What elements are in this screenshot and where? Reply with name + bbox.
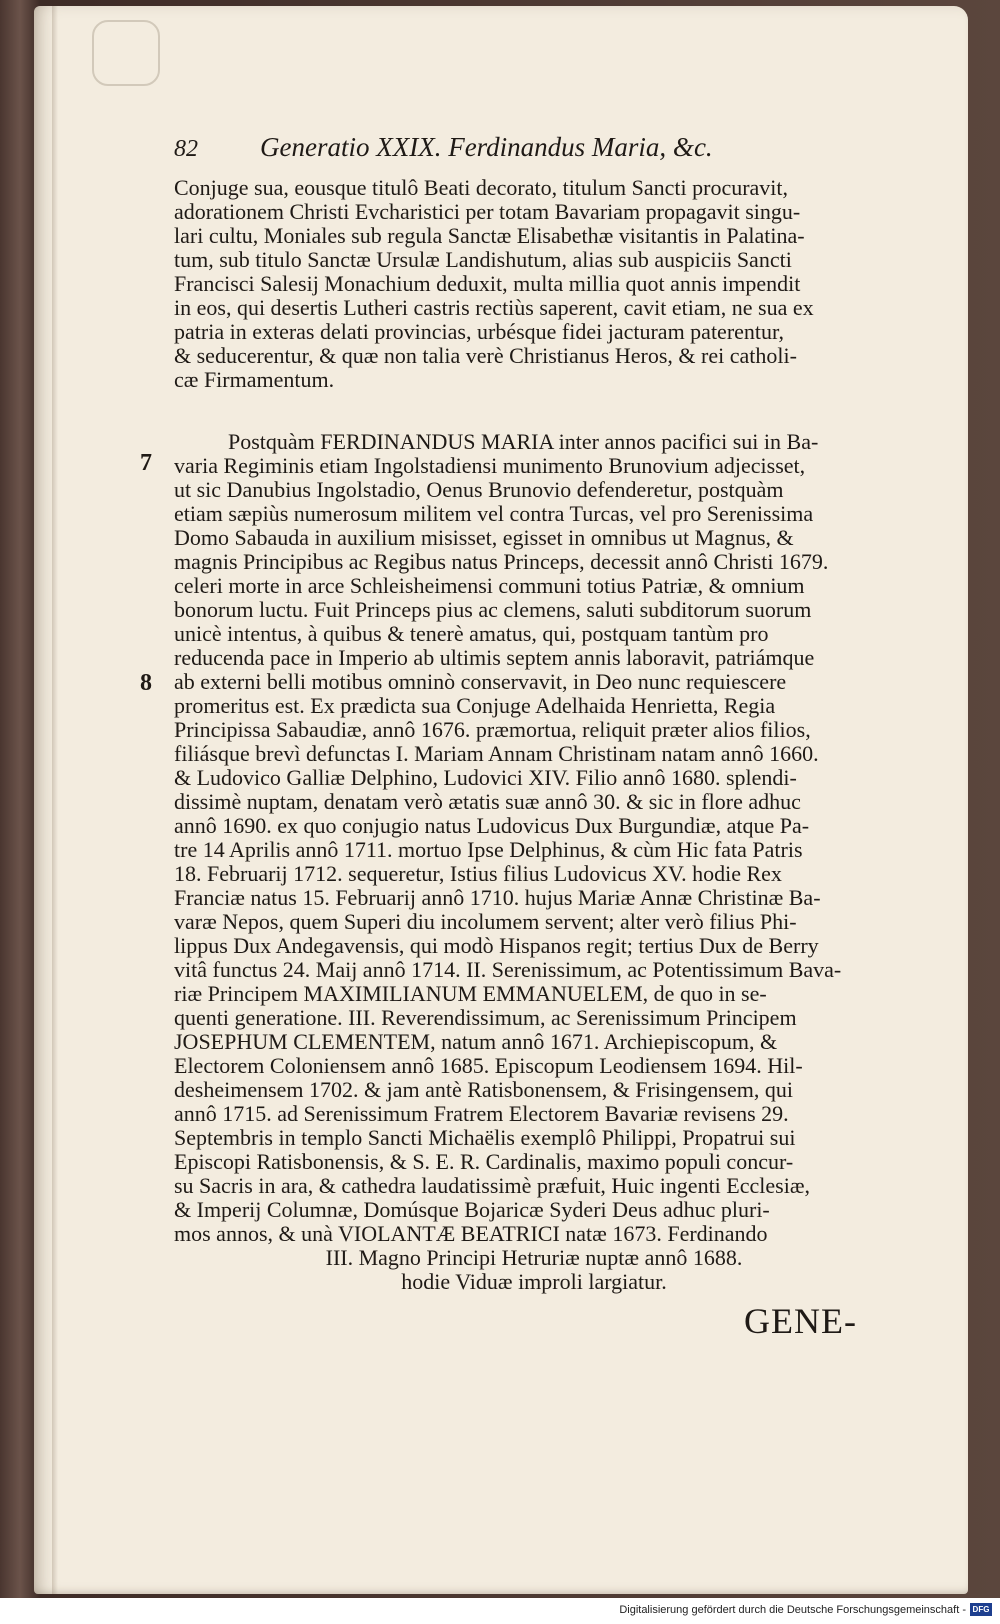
dfg-logo: DFG [970, 1603, 992, 1616]
text-line: Postquàm FERDINANDUS MARIA inter annos pacifici sui in Ba- [228, 429, 819, 454]
text-line: Domo Sabauda in auxilium misisset, egisset in omnibus ut Magnus, & [174, 525, 794, 550]
text-line: reducenda pace in Imperio ab ultimis septem annis laboravit, patriámque [174, 645, 815, 670]
margin-number: 7 [140, 450, 152, 476]
text-line: tre 14 Aprilis annô 1711. mortuo Ipse Delphinus, & cùm Hic fata Patris [174, 837, 803, 862]
text-line: Septembris in templo Sancti Michaëlis exemplô Philippi, Propatrui sui [174, 1125, 796, 1150]
text-line: Episcopi Ratisbonensis, & S. E. R. Cardinalis, maximo populi concur- [174, 1149, 794, 1174]
paragraph-1 [174, 176, 894, 392]
text-line: adorationem Christi Evcharistici per totam Bavariam propagavit singu- [174, 199, 801, 224]
running-head-title: Generatio XXIX. Ferdinandus Maria, &c. [260, 132, 713, 162]
text-line: & Imperij Columnæ, Domúsque Bojaricæ Syderi Deus adhuc pluri- [174, 1197, 770, 1222]
page-corner-fold [92, 20, 160, 86]
catchword: GENE- [744, 1301, 857, 1341]
text-line: lippus Dux Andegavensis, qui modò Hispanos regit; tertius Dux de Berry [174, 933, 819, 958]
text-line: Principissa Sabaudiæ, annô 1676. præmortua, reliquit præter alios filios, [174, 717, 811, 742]
text-line: Electorem Coloniensem annô 1685. Episcopum Leodiensem 1694. Hil- [174, 1053, 803, 1078]
text-line: varæ Nepos, quem Superi diu incolumem servent; alter verò filius Phi- [174, 909, 797, 934]
text-line: desheimensem 1702. & jam antè Ratisbonensem, & Frisingensem, qui [174, 1077, 793, 1102]
page-gutter-shadow [52, 6, 58, 1594]
text-line: Franciæ natus 15. Februarij annô 1710. hujus Mariæ Annæ Christinæ Ba- [174, 885, 821, 910]
text-line: ab externi belli motibus omninò conservavit, in Deo nunc requiescere [174, 669, 787, 694]
paragraph-2 [174, 430, 894, 1294]
text-line: III. Magno Principi Hetruriæ nuptæ annô 1688. [325, 1245, 743, 1270]
text-line: varia Regiminis etiam Ingolstadiensi munimento Brunovium adjecisset, [174, 453, 806, 478]
text-line: filiásque brevì defunctas I. Mariam Annam Christinam natam annô 1660. [174, 741, 819, 766]
text-line: patria in exteras delati provincias, urbésque fidei jacturam paterentur, [174, 319, 784, 344]
text-line: promeritus est. Ex prædicta sua Conjuge Adelhaida Henrietta, Regia [174, 693, 776, 718]
text-line: lari cultu, Moniales sub regula Sanctæ Elisabethæ visitantis in Palatina- [174, 223, 805, 248]
text-line: bonorum luctu. Fuit Princeps pius ac clemens, saluti subditorum suorum [174, 597, 812, 622]
text-line: JOSEPHUM CLEMENTEM, natum annô 1671. Archiepiscopum, & [174, 1029, 778, 1054]
running-head [174, 132, 894, 176]
text-line: ut sic Danubius Ingolstadio, Oenus Brunovio defenderetur, postquàm [174, 477, 784, 502]
text-line: su Sacris in ara, & cathedra laudatissimè præfuit, Huic ingenti Ecclesiæ, [174, 1173, 810, 1198]
text-line: in eos, qui desertis Lutheri castris rectiùs saperent, cavit etiam, ne sua ex [174, 295, 814, 320]
page-text [174, 132, 894, 1294]
text-line: vitâ functus 24. Maij annô 1714. II. Serenissimum, ac Potentissimum Bava- [174, 957, 842, 982]
paragraph-gap [174, 392, 894, 430]
text-line: celeri morte in arce Schleisheimensi communi totius Patriæ, & omnium [174, 573, 805, 598]
text-line: magnis Principibus ac Regibus natus Princeps, decessit annô Christi 1679. [174, 549, 829, 574]
text-line: riæ Principem MAXIMILIANUM EMMANUELEM, de quo in se- [174, 981, 767, 1006]
text-line: 18. Februarij 1712. sequeretur, Istius filius Ludovicus XV. hodie Rex [174, 861, 782, 886]
text-line: cæ Firmamentum. [174, 367, 335, 392]
margin-number: 8 [140, 670, 152, 696]
text-line: annô 1715. ad Serenissimum Fratrem Electorem Bavariæ revisens 29. [174, 1101, 789, 1126]
text-line: annô 1690. ex quo conjugio natus Ludovicus Dux Burgundiæ, atque Pa- [174, 813, 810, 838]
text-line: dissimè nuptam, denatam verò ætatis suæ annô 30. & sic in flore adhuc [174, 789, 801, 814]
text-line: & seducerentur, & quæ non talia verè Christianus Heros, & rei catholi- [174, 343, 797, 368]
text-line: quenti generatione. III. Reverendissimum, ac Serenissimum Principem [174, 1005, 797, 1030]
text-line: unicè intentus, à quibus & tenerè amatus, qui, postquam tantùm pro [174, 621, 769, 646]
text-line: & Ludovico Galliæ Delphino, Ludovici XIV. Filio annô 1680. splendi- [174, 765, 797, 790]
text-line: tum, sub titulo Sanctæ Ursulæ Landishutum, alias sub auspiciis Sancti [174, 247, 792, 272]
text-line: Conjuge sua, eousque titulô Beati decorato, titulum Sancti procuravit, [174, 175, 789, 200]
digitization-credit: Digitalisierung gefördert durch die Deutsche Forschungsgemeinschaft - [619, 1604, 966, 1616]
text-line: hodie Viduæ improli largiatur. [401, 1269, 667, 1294]
text-line: etiam sæpiùs numerosum militem vel contra Turcas, vel pro Serenissima [174, 501, 814, 526]
text-line: Francisci Salesij Monachium deduxit, multa millia quot annis impendit [174, 271, 801, 296]
text-line: mos annos, & unà VIOLANTÆ BEATRICI natæ 1673. Ferdinando [174, 1221, 768, 1246]
page-number: 82 [174, 136, 198, 162]
